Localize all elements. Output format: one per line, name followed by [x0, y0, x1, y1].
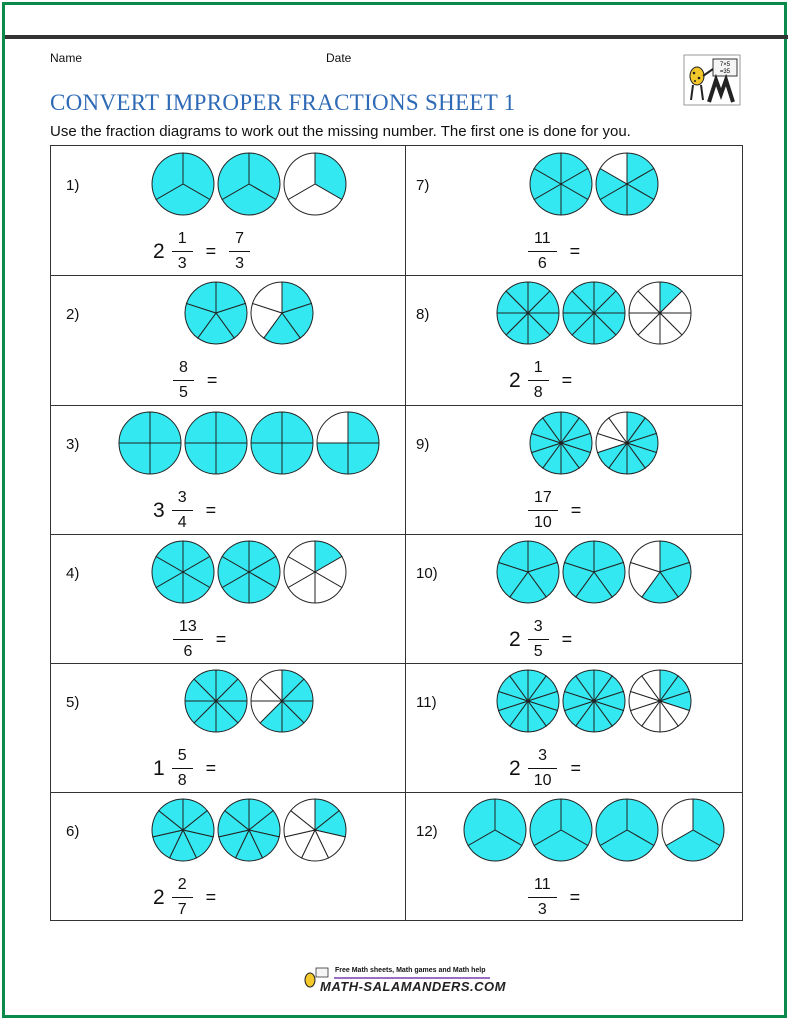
- fraction-circle: [629, 282, 691, 344]
- fraction-bar: [172, 510, 193, 511]
- answer-blank[interactable]: [238, 629, 278, 651]
- problem-equation: [153, 488, 268, 533]
- denominator: 6: [183, 643, 193, 660]
- numerator: 1: [177, 230, 187, 247]
- logo-board-line2: =35: [719, 69, 731, 75]
- fraction-bar: [173, 380, 194, 381]
- equals-sign: =: [206, 370, 218, 390]
- shaded-sector: [282, 443, 313, 474]
- fraction-circle: [464, 799, 526, 861]
- equals-sign: =: [569, 241, 581, 261]
- fraction-circle: [596, 412, 658, 474]
- equals-sign: =: [569, 887, 581, 907]
- denominator: 5: [533, 643, 543, 660]
- shaded-sector: [216, 412, 247, 443]
- equals-sign: =: [570, 500, 582, 520]
- fraction-bar: [528, 251, 557, 252]
- fraction-circle: [563, 282, 625, 344]
- answer-numerator: 7: [235, 230, 245, 247]
- answer-blank[interactable]: [584, 629, 624, 651]
- fraction-bar: [528, 768, 558, 769]
- equals-sign: =: [570, 758, 581, 778]
- denominator: 3: [537, 901, 547, 918]
- shaded-sector: [150, 443, 181, 474]
- numerator: 1: [533, 359, 543, 376]
- whole-number: 1: [153, 756, 165, 780]
- problem-number: 9): [416, 436, 430, 453]
- equals-sign: =: [561, 370, 573, 390]
- fraction-circle: [119, 412, 181, 474]
- fraction-bar: [229, 251, 250, 252]
- fraction-bar: [172, 251, 193, 252]
- fraction-circle: [497, 282, 559, 344]
- problem-number: 1): [66, 177, 80, 194]
- fraction-circle: [185, 670, 247, 732]
- problem-number: 11): [416, 694, 437, 711]
- fraction-circle: [629, 541, 691, 603]
- problem-equation: [153, 229, 251, 274]
- answer-denominator: 3: [235, 255, 245, 272]
- shaded-sector: [119, 412, 150, 443]
- fraction-circle: [218, 799, 280, 861]
- fraction-circle: [596, 799, 658, 861]
- fraction-circle: [563, 541, 625, 603]
- fraction-bar: [173, 639, 203, 640]
- denominator: 10: [533, 772, 552, 789]
- fraction-circle: [530, 412, 592, 474]
- fraction: [175, 229, 190, 274]
- equals-sign: =: [561, 629, 573, 649]
- fraction-circle: [596, 153, 658, 215]
- fraction: [531, 875, 554, 920]
- fraction-circle: [251, 670, 313, 732]
- problem-equation: [527, 488, 633, 533]
- fraction-bar: [172, 897, 193, 898]
- fraction-bar: [172, 768, 193, 769]
- denominator: 6: [537, 255, 547, 272]
- fraction-bar: [528, 510, 558, 511]
- problem-equation: [509, 358, 624, 403]
- fraction-circle: [563, 670, 625, 732]
- problem-number: 2): [66, 306, 80, 323]
- numerator: 2: [177, 876, 187, 893]
- problem-number: 7): [416, 177, 430, 194]
- fraction: [175, 746, 190, 791]
- shaded-sector: [150, 412, 181, 443]
- fraction-circle: [317, 412, 379, 474]
- fraction-circle: [251, 282, 313, 344]
- fraction: [531, 746, 555, 791]
- answer-blank[interactable]: [584, 370, 624, 392]
- fraction: [176, 358, 191, 403]
- numerator: 11: [534, 876, 551, 893]
- answer-fraction: [232, 229, 247, 274]
- whole-number: 2: [153, 885, 165, 909]
- denominator: 7: [177, 901, 187, 918]
- name-label: Name: [50, 51, 83, 65]
- problem-equation: [172, 358, 269, 403]
- problem-equation: [527, 229, 632, 274]
- numerator: 3: [533, 618, 543, 635]
- fraction: [531, 488, 555, 533]
- answer-blank[interactable]: [228, 887, 268, 909]
- answer-blank[interactable]: [229, 370, 269, 392]
- fraction-circle: [185, 282, 247, 344]
- problem-number: 10): [416, 565, 438, 582]
- shaded-sector: [251, 443, 282, 474]
- fraction-circle: [152, 799, 214, 861]
- equals-sign: =: [215, 629, 227, 649]
- fraction-circle: [152, 541, 214, 603]
- fraction-circle: [218, 541, 280, 603]
- problem-number: 8): [416, 306, 430, 323]
- fraction: [176, 617, 200, 662]
- fraction-circle: [497, 670, 559, 732]
- fraction: [531, 358, 546, 403]
- fraction-circle: [662, 799, 724, 861]
- fraction-circle: [530, 153, 592, 215]
- numerator: 8: [179, 359, 188, 376]
- fraction-circle: [251, 412, 313, 474]
- shaded-sector: [348, 412, 379, 443]
- fraction-circle: [629, 670, 691, 732]
- shaded-sector: [282, 412, 313, 443]
- answer-blank[interactable]: [228, 500, 268, 522]
- problem-number: 5): [66, 694, 80, 711]
- problem-equation: [527, 875, 632, 920]
- whole-number: 2: [153, 239, 165, 263]
- fraction-circle: [497, 541, 559, 603]
- page-title: CONVERT IMPROPER FRACTIONS SHEET 1: [50, 90, 516, 115]
- fraction-circle: [530, 799, 592, 861]
- fraction: [175, 488, 190, 533]
- denominator: 8: [177, 772, 187, 789]
- denominator: 8: [533, 384, 543, 401]
- problem-equation: [509, 746, 633, 791]
- numerator: 5: [177, 747, 187, 764]
- problem-number: 3): [66, 436, 80, 453]
- denominator: 4: [177, 514, 187, 531]
- equals-sign: =: [205, 500, 217, 520]
- logo-board-line1: 7×5: [719, 62, 731, 68]
- empty-sector: [317, 412, 348, 443]
- fraction: [175, 875, 190, 920]
- answer-blank[interactable]: [592, 241, 632, 263]
- numerator: 17: [534, 489, 552, 506]
- shaded-sector: [317, 443, 348, 474]
- instructions: Use the fraction diagrams to work out the missing number. The first one is done for you.: [50, 123, 631, 140]
- numerator: 13: [179, 618, 197, 635]
- shaded-sector: [216, 443, 247, 474]
- problem-equation: [509, 617, 624, 662]
- shaded-sector: [119, 443, 150, 474]
- shaded-sector: [348, 443, 379, 474]
- answer-blank[interactable]: [592, 887, 632, 909]
- denominator: 3: [177, 255, 187, 272]
- answer-blank[interactable]: [593, 758, 633, 780]
- numerator: 11: [534, 230, 551, 247]
- answer-blank[interactable]: [593, 500, 633, 522]
- fraction-bar: [528, 380, 549, 381]
- problem-number: 12): [416, 823, 438, 840]
- problem-equation: [172, 617, 278, 662]
- numerator: 3: [177, 489, 187, 506]
- answer-blank[interactable]: [228, 758, 268, 780]
- fraction-circle: [218, 153, 280, 215]
- shaded-sector: [185, 443, 216, 474]
- fraction-circle: [185, 412, 247, 474]
- shaded-sector: [185, 412, 216, 443]
- top-rule: [5, 35, 788, 39]
- equals-sign: =: [205, 758, 217, 778]
- equals-sign: =: [205, 887, 217, 907]
- shaded-sector: [251, 412, 282, 443]
- date-label: Date: [326, 51, 352, 65]
- problem-equation: [153, 746, 268, 791]
- fraction: [531, 229, 554, 274]
- whole-number: 2: [509, 627, 521, 651]
- footer-site: MATH-SALAMANDERS.COM: [320, 979, 506, 994]
- fraction-circle: [284, 541, 346, 603]
- whole-number: 3: [153, 498, 165, 522]
- fraction-circle: [152, 153, 214, 215]
- fraction-circle: [284, 799, 346, 861]
- numerator: 3: [538, 747, 548, 764]
- fraction: [531, 617, 546, 662]
- denominator: 5: [179, 384, 188, 401]
- equals-sign: =: [205, 241, 217, 261]
- fraction-bar: [528, 897, 557, 898]
- problem-equation: [153, 875, 268, 920]
- salamander-logo-icon: [683, 54, 741, 106]
- denominator: 10: [534, 514, 552, 531]
- whole-number: 2: [509, 756, 521, 780]
- problem-number: 4): [66, 565, 80, 582]
- whole-number: 2: [509, 368, 521, 392]
- footer-tagline: Free Math sheets, Math games and Math help: [335, 967, 486, 974]
- fraction-bar: [528, 639, 549, 640]
- fraction-circle: [284, 153, 346, 215]
- problem-number: 6): [66, 823, 80, 840]
